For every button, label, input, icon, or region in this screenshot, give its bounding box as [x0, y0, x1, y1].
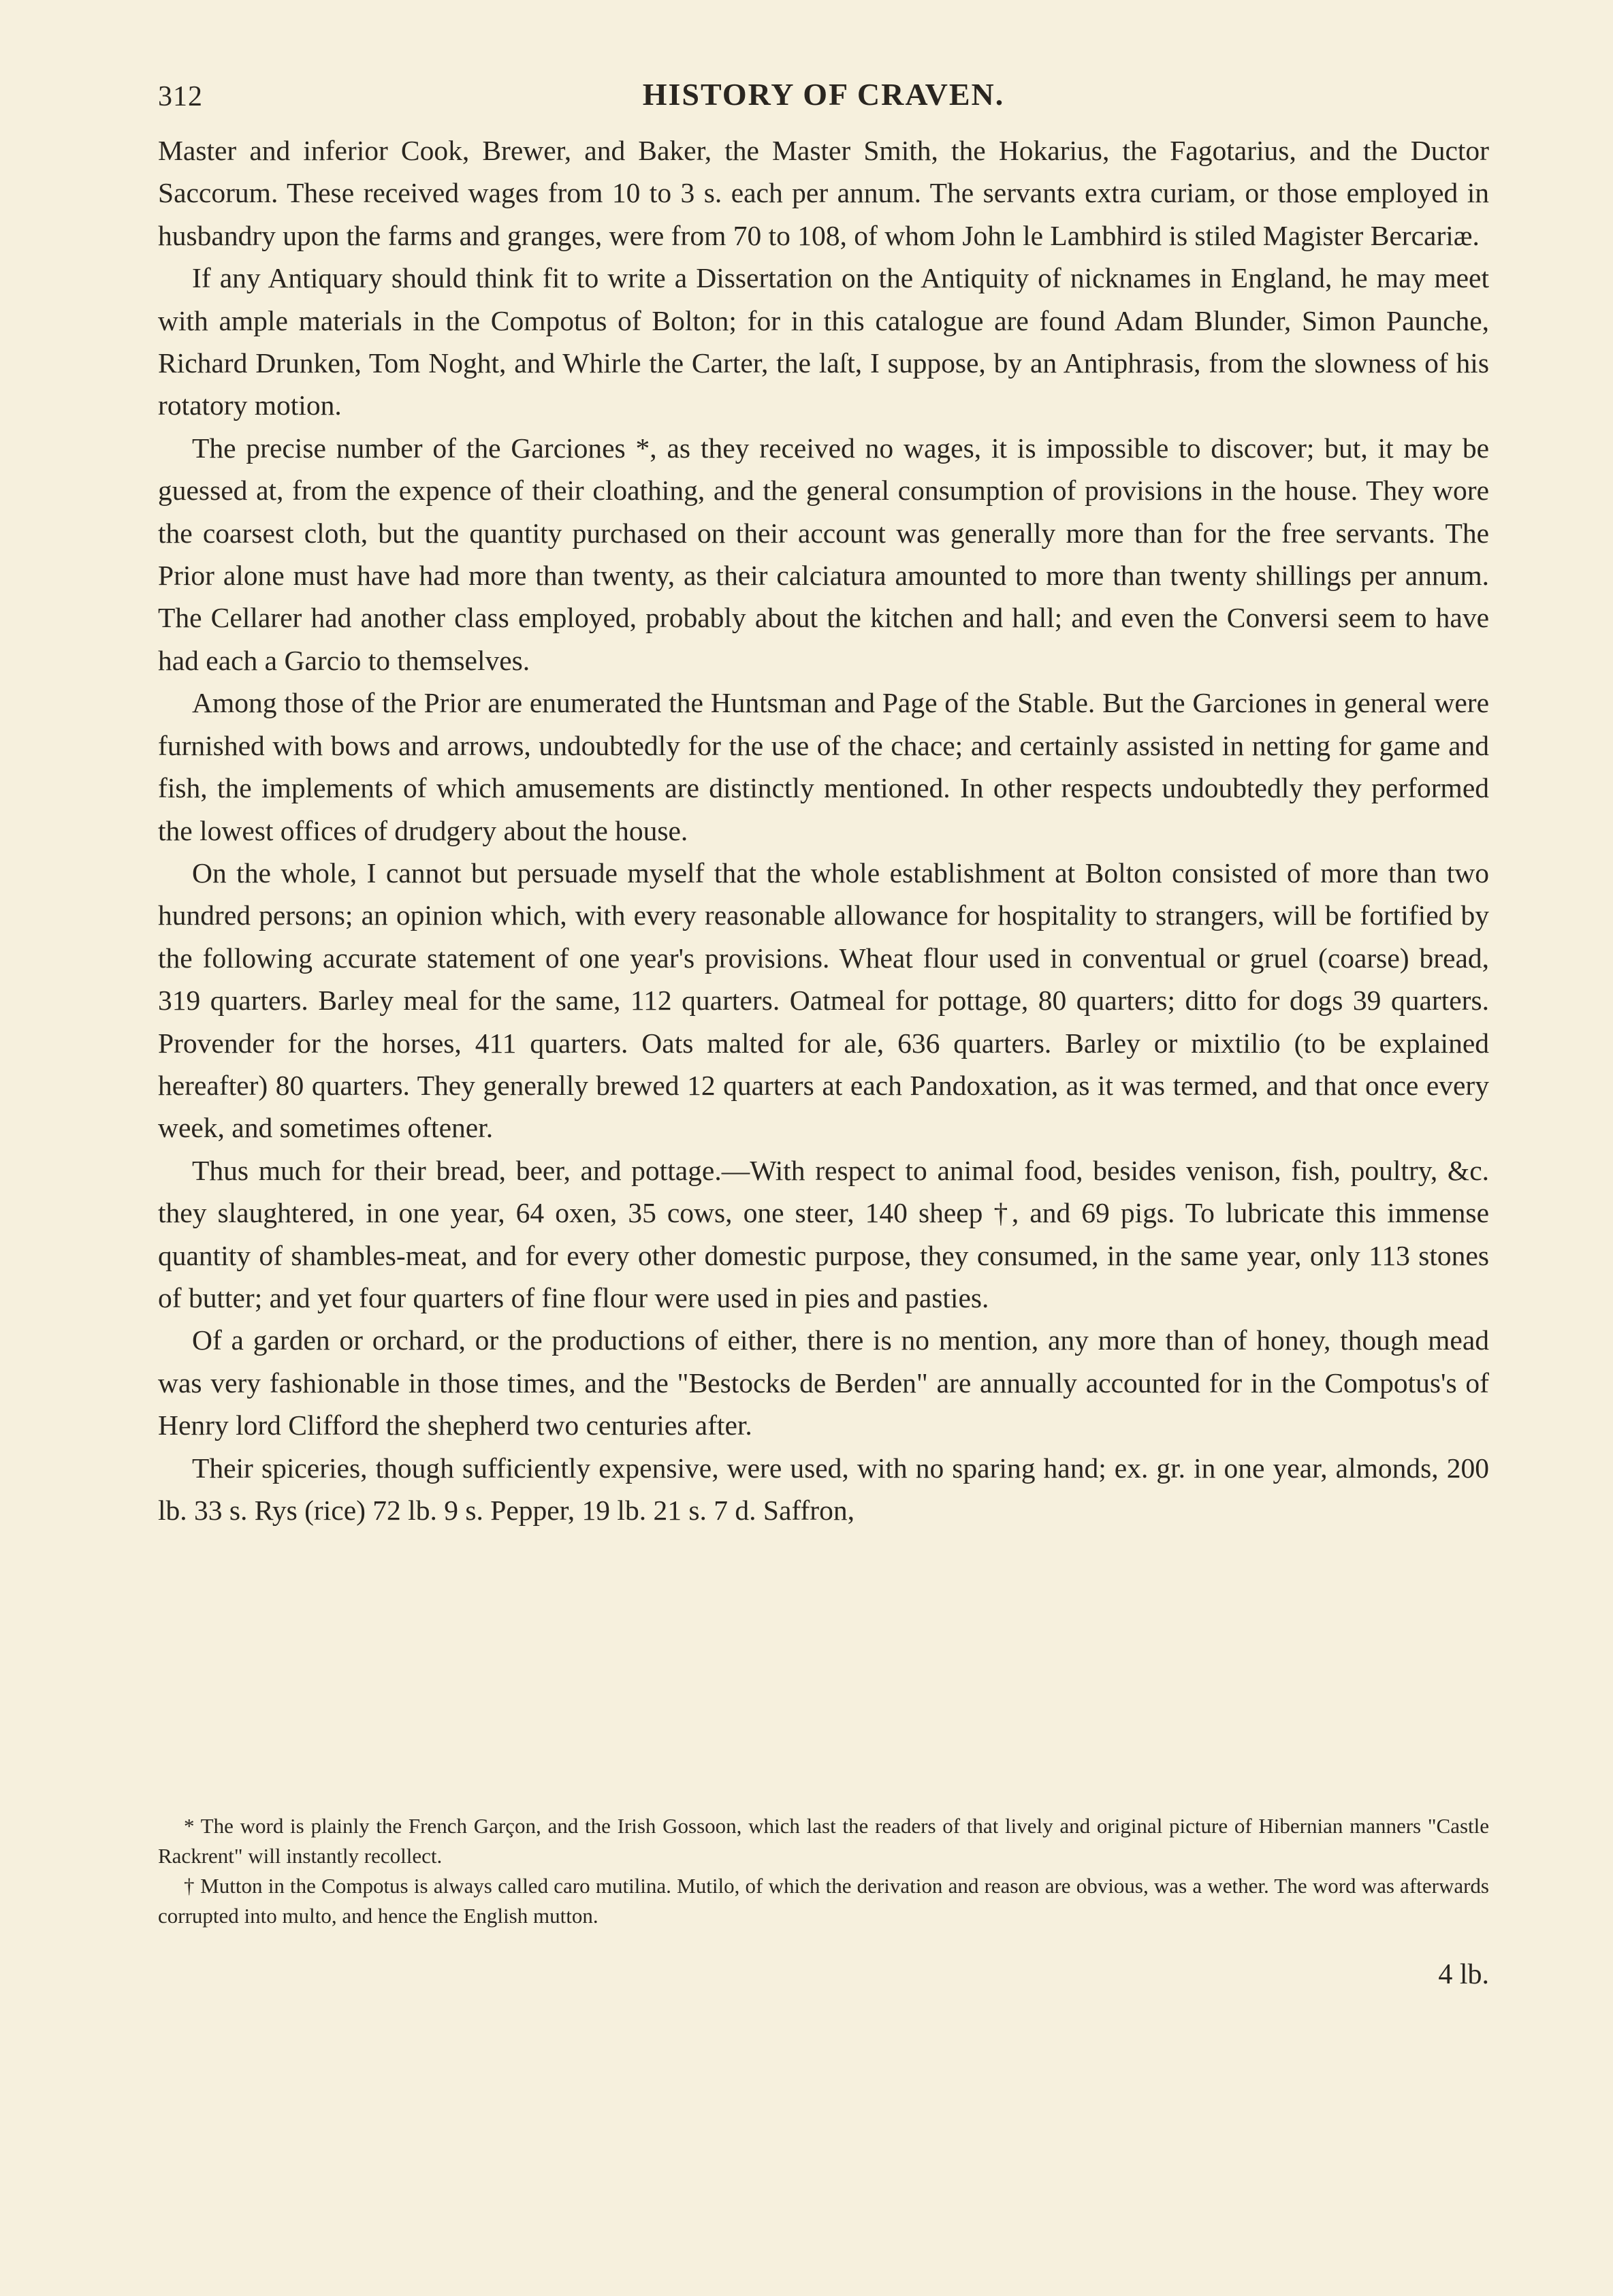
page-header	[158, 76, 1489, 124]
paragraph: Their spiceries, though sufficiently expensive, were used, with no sparing hand; ex. gr. in one year, almonds, 200 lb. 33 s. Rys (rice) 72 lb. 9 s. Pepper, 19 lb. 21 s. 7 d. Saffron,	[158, 1452, 1489, 1526]
paragraph: On the whole, I cannot but persuade myself that the whole establishment at Bolton consisted of more than two hundred persons; an opinion which, with every reasonable allowance for hospitality to strangers, will be fortified by the following accurate statement of one year's provisions. Wheat flour used in conventual or gruel (coarse) bread, 319 quarters. Barley meal for the same, 112 quarters. Oatmeal for pottage, 80 quarters; ditto for dogs 39 quarters. Provender for the horses, 411 quarters. Oats malted for ale, 636 quarters. Barley or mixtilio (to be explained hereafter) 80 quarters. They generally brewed 12 quarters at each Pandoxation, as it was termed, and that once every week, and sometimes oftener.	[158, 857, 1489, 1144]
footnote: † Mutton in the Compotus is always called caro mutilina. Mutilo, of which the derivation and reason are obvious, was a wether. The word was afterwards corrupted into multo, and hence the English mutton.	[158, 1874, 1489, 1928]
footnotes	[158, 1811, 1489, 1931]
paragraph: Thus much for their bread, beer, and pottage.—With respect to animal food, besides venison, fish, poultry, &c. they slaughtered, in one year, 64 oxen, 35 cows, one steer, 140 sheep †, and 69 pigs. To lubricate this immense quantity of shambles-meat, and for every other domestic purpose, they consumed, in the same year, only 113 stones of butter; and yet four quarters of fine flour were used in pies and pasties.	[158, 1154, 1489, 1313]
paragraph: Of a garden or orchard, or the productions of either, there is no mention, any more than of honey, though mead was very fashionable in those times, and the "Bestocks de Berden" are annually accounted for in the Compotus's of Henry lord Clifford the shepherd two centuries after.	[158, 1324, 1489, 1441]
paragraph: If any Antiquary should think fit to write a Dissertation on the Antiquity of nicknames in England, he may meet with ample materials in the Compotus of Bolton; for in this catalogue are found Adam Blunder, Simon Paunche, Richard Drunken, Tom Noght, and Whirle the Carter, the laſt, I suppose, by an Antiphrasis, from the slowness of his rotatory motion.	[158, 262, 1489, 421]
catchword: 4 lb.	[1438, 1959, 1489, 1990]
paragraph: The precise number of the Garciones *, as they received no wages, it is impossible to discover; but, it may be guessed at, from the expence of their cloathing, and the general consumption of provisions in the house. They wore the coarsest cloth, but the quantity purchased on their account was generally more than for the free servants. The Prior alone must have had more than twenty, as their calciatura amounted to more than twenty shillings per annum. The Cellarer had another class employed, probably about the kitchen and hall; and even the Conversi seem to have had each a Garcio to themselves.	[158, 432, 1489, 676]
paragraph: Among those of the Prior are enumerated the Huntsman and Page of the Stable. But the Garciones in general were furnished with bows and arrows, undoubtedly for the use of the chace; and certainly assisted in netting for game and fish, the implements of which amusements are distinctly mentioned. In other respects undoubtedly they performed the lowest offices of drudgery about the house.	[158, 687, 1489, 846]
running-head: HISTORY OF CRAVEN.	[642, 77, 1005, 112]
footnote: * The word is plainly the French Garçon, and the Irish Gossoon, which last the readers of that lively and original picture of Hibernian manners "Castle Rackrent" will instantly recollect.	[158, 1814, 1489, 1868]
body-text	[158, 129, 1489, 1531]
paragraph: Master and inferior Cook, Brewer, and Baker, the Master Smith, the Hokarius, the Fagotarius, and the Ductor Saccorum. These received wages from 10 to 3 s. each per annum. The servants extra curiam, or those employed in husbandry upon the farms and granges, were from 70 to 108, of whom John le Lambhird is stiled Magister Bercariæ.	[158, 135, 1489, 251]
page-number: 312	[158, 81, 203, 112]
